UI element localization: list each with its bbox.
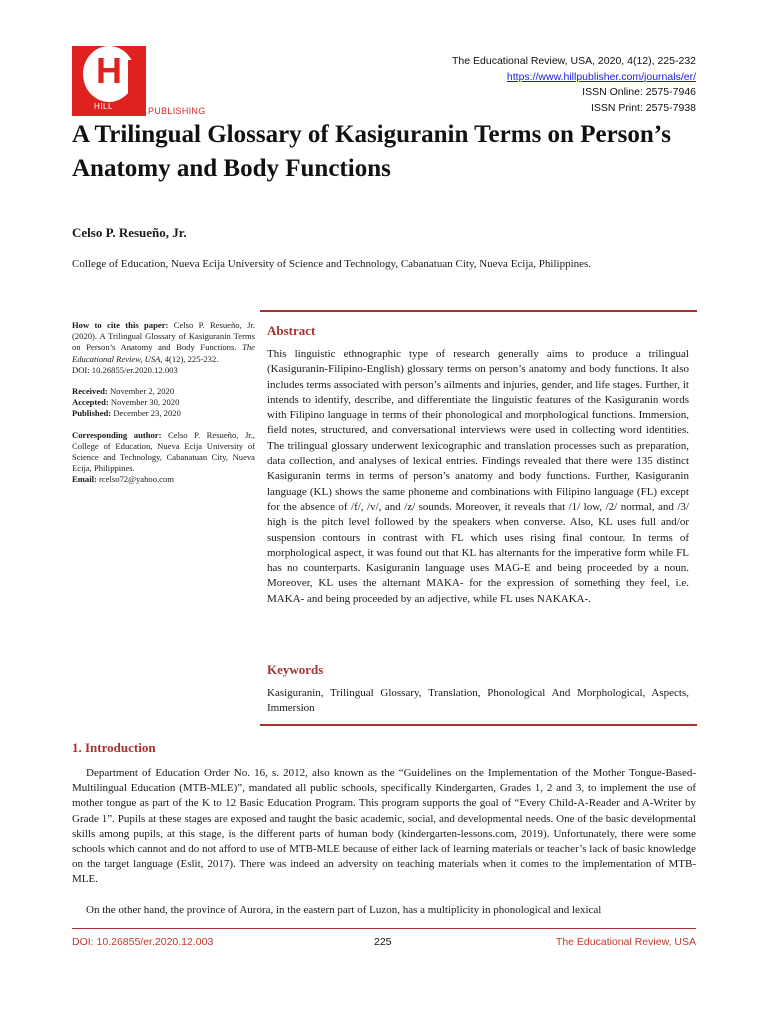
citation-block	[72, 320, 255, 376]
introduction-paragraph-2: On the other hand, the province of Aurora, in the eastern part of Luzon, has a multiplicity in phonological and lexical	[86, 904, 602, 916]
keywords-text: Kasiguranin, Trilingual Glossary, Translation, Phonological And Morphological, Aspects, Immersion	[267, 687, 689, 715]
introduction-paragraph-1: Department of Education Order No. 16, s. 2012, also known as the “Guidelines on the Implementation of the Mother Tongue-Based-Multilingual Education (MTB-MLE)”, mandated all public schools, specifically Kindergarten, Grades 1, 2 and 3, to implement the use of mother tongue as part of the K to 12 Basic Education Program. This program supports the goal of “Every Child-A-Reader and A-Writer by Grade 1”. Pupils at these stages are exposed and taught the basic academic, social, and developmental needs. One of the basic developmental skills among pupils, at this stage, is the different parts of human body (kindergarten-lessons.com, 2019). Unfortunately, there were some schools which cannot and do not afford to use of MTB-MLE because of either lack of learning materials or teacher’s lack of basic knowledge on the target language (Eslit, 2017). There was indeed an adversity on teaching materials when it comes to the implementation of MTB-MLE.	[72, 767, 696, 886]
keywords-heading: Keywords	[267, 662, 324, 677]
paper-title: A Trilingual Glossary of Kasiguranin Terms on Person’s Anatomy and Body Functions	[72, 121, 671, 182]
abstract-text: This linguistic ethnographic type of research generally aims to produce a trilingual (Kasiguranin-Filipino-English) glossary terms on person’s anatomy and body functions. It also includes terms associated with person’s ailments and injuries, gender, and life stages. Further, it intends to identify, describe, and differentiate the linguistic features of the Kasiguranin words with Filipino language in terms of their phonological and morphological functions. Immersion, field notes, structured, and conversational interviews were used in collecting word identities. The trilingual glossary underwent lexicographic and translation processes such as preparation, data collection, and analyses of lexical entries. Findings revealed that there were 135 distinct Kasiguranin terms in terms of person’s anatomy and body functions. Further, Kasiguranin language (KL) shows the same phoneme and combinations with Filipino language (FL) except for the absence of /f/, /v/, and /z/ sounds. Moreover, it reveals that /1/ low, /2/ normal, and /3/ high is the pitch level followed by the speakers when converse. Also, KL uses full and/or suspension contours in contrast with FL which uses rising final contour. In terms of morphological aspect, it was found out that KL has alternants for the imperative form while FL has no counterparts. Kasiguranin language uses MAG-E and being proceeded by a noun. Moreover, KL uses the alternant MAKA- for the expression of something they feel, i.e. MAKA- and being proceeded by an adjective, while FL uses NAKAKA-.	[267, 348, 689, 605]
logo-publishing-text: PUBLISHING	[148, 106, 206, 116]
published-label: Published:	[72, 408, 112, 419]
cite-journal: The Educational Review, USA	[72, 342, 255, 364]
keywords-bottom-rule	[260, 724, 697, 726]
hill-logo-icon	[72, 46, 146, 116]
accepted-label: Accepted:	[72, 397, 109, 408]
logo-hill-text: HILL	[94, 102, 113, 111]
cite-doi: DOI: 10.26855/er.2020.12.003	[72, 364, 178, 375]
accepted-date: November 30, 2020	[110, 397, 180, 408]
cite-tail: , 4(12), 225-232.	[160, 353, 219, 364]
article-metadata	[72, 320, 255, 496]
publisher-logo	[72, 46, 212, 118]
footer-rule	[72, 928, 696, 929]
abstract-top-rule	[260, 310, 697, 312]
cite-label: How to cite this paper:	[72, 320, 169, 330]
corresponding-block	[72, 430, 255, 486]
journal-citation: The Educational Review, USA, 2020, 4(12), 225-232	[452, 55, 696, 67]
issn-online: ISSN Online: 2575-7946	[582, 86, 696, 98]
issn-print: ISSN Print: 2575-7938	[590, 101, 696, 114]
page-number: 225	[374, 936, 392, 948]
cite-text: Celso P. Resueño, Jr. (2020). A Trilingual Glossary of Kasiguranin Terms on Person’s Anatomy and Body Functions.	[72, 320, 255, 353]
footer-doi: DOI: 10.26855/er.2020.12.003	[72, 936, 214, 948]
email-label: Email:	[72, 474, 97, 485]
received-date: November 2, 2020	[109, 386, 175, 397]
journal-info	[452, 54, 696, 116]
abstract-heading: Abstract	[267, 323, 316, 338]
published-date: December 23, 2020	[113, 408, 181, 419]
introduction-heading: 1. Introduction	[72, 740, 156, 755]
corresponding-label: Corresponding author:	[72, 429, 162, 440]
footer-journal-name: The Educational Review, USA	[555, 936, 696, 948]
author-name: Celso P. Resueño, Jr.	[72, 225, 187, 240]
author-affiliation: College of Education, Nueva Ecija University of Science and Technology, Cabanatuan City, Nueva Ecija, Philippines.	[72, 258, 592, 270]
journal-url-link[interactable]: https://www.hillpublisher.com/journals/er/	[506, 70, 696, 83]
received-label: Received:	[72, 386, 108, 397]
dates-block	[72, 386, 255, 420]
email-value[interactable]: rcelso72@yahoo.com	[98, 474, 174, 485]
corresponding-text: Celso P. Resueño, Jr., College of Education, Nueva Ecija University of Science and Technology, Cabanatuan City, Nueva Ecija, Philippines.	[72, 429, 255, 474]
